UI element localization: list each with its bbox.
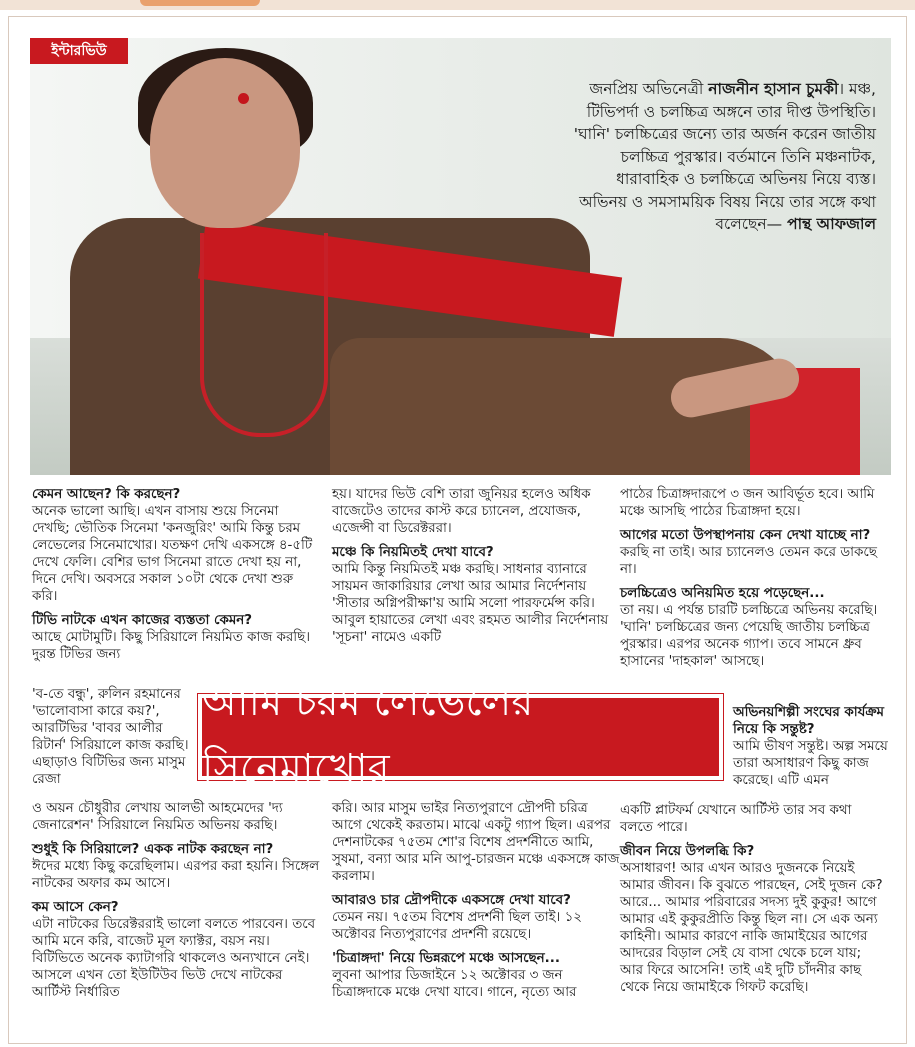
question: জীবন নিয়ে উপলব্ধি কি? [620, 844, 755, 859]
answer: করি। আর মাসুম ভাইর নিত্যপুরাণে দ্রৌপদী চরিত্র আগে থেকেই করতাম। মাঝে একটু গ্যাপ ছিল। এরপর দেশনাটকের ৭৫তম শো'র বিশেষ প্রদর্শনীতে আমি, সুষমা, বন্যা আর মনি আপু-চারজন মঞ্চে একসঙ্গে কাজ করলাম। [332, 801, 620, 884]
intro-line: চলচ্চিত্র পুরস্কার। বর্তমানে তিনি মঞ্চনাটক, [620, 147, 876, 166]
answer: ও অয়ন চৌধুরীর লেখায় আলভী আহমেদের 'দ্য জেনারেশন' সিরিয়ালে নিয়মিত অভিনয় করছি। [32, 801, 283, 833]
column-1-top [32, 486, 320, 663]
answer: অনেক ভালো আছি। এখন বাসায় শুয়ে সিনেমা দেখছি; ভৌতিক সিনেমা 'কনজুরিং' আমি কিন্তু চরম লেভেলের সিনেমাখোর। যতক্ষণ দেখি একসঙ্গে ৪-৫টি দেখে ফেলি। বেশির ভাগ সিনেমা রাতে দেখা হয় না, দিনে দেখি। অবসরে সকাল ১০টা থেকে দেখা শুরু করি। [32, 504, 313, 604]
question: চলচ্চিত্রেও অনিয়মিত হয়ে পড়েছেন... [620, 586, 825, 601]
answer: হয়। যাদের ভিউ বেশি তারা জুনিয়র হলেও অধিক বাজেটেও তাদের কাস্ট করে চ্যানেল, প্রযোজক, এজেন্সী বা ডিরেক্টররা। [332, 487, 591, 536]
column-1-middle [32, 686, 200, 788]
author-name: পান্থ আফজাল [787, 215, 876, 233]
intro-line: জনপ্রিয় অভিনেত্রী [589, 80, 709, 98]
answer: লুবনা আপার ডিজাইনে ১২ অক্টোবর ৩ জন চিত্রাঙ্গদাকে মঞ্চে দেখা যাবে। গানে, নৃত্যে আর [332, 968, 577, 1000]
column-1-bottom [32, 800, 320, 1001]
top-accent [140, 0, 260, 6]
actress-name: নাজনীন হাসান চুমকী [708, 80, 839, 98]
answer: পাঠের চিত্রাঙ্গদারূপে ৩ জন আবির্ভূত হবে। আমি মঞ্চে আসছি পাঠের চিত্রাঙ্গদা হয়ে। [620, 487, 875, 519]
question: কেমন আছেন? কি করছেন? [32, 487, 181, 502]
answer: একটি প্লাটফর্ম যেখানে আর্টিস্ট তার সব কথা বলতে পারে। [620, 803, 852, 835]
column-2-top [332, 486, 620, 646]
intro-line: বলেছেন— [715, 215, 788, 233]
intro-line: 'ঘানি' চলচ্চিত্রের জন্যে তার অর্জন করেন জাতীয় [573, 125, 876, 143]
column-3-bottom [620, 802, 888, 996]
answer: এটা নাটকের ডিরেক্টররাই ভালো বলতে পারবেন। তবে আমি মনে করি, বাজেট মূল ফ্যাক্টর, বয়স নয়। বিটিভিতে অনেক ক্যাটাগরি থাকলেও অন্যখানে নেই। আসলে এখন তো ইউটিউব ভিউ দেখে নাটকের আর্টিস্ট নির্ধারিত [32, 917, 316, 1000]
answer: অসাধারণ! আর এখন আরও দুজনকে নিয়েই আমার জীবন। কি বুঝতে পারছেন, সেই দুজন কে? আরে... আমার পরিবারের সদস্য দুই কুকুর! আগে আমার এই কুকুরপ্রীতি কিন্তু ছিল না। সে এক অন্য কাহিনী। আমার কারণে নাকি জামাইয়ের আগের আদরের বিড়াল সেই যে বাসা থেকে চলে যায়; আর ফিরে আসেনি! তাই এই দুটি চাঁদনীর কাছ থেকে নিয়ে জামাইকে গিফট করেছি। [620, 861, 883, 995]
headline-banner: আমি চরম লেভেলের সিনেমাখোর [198, 694, 723, 780]
intro-line: ধারাবাহিক ও চলচ্চিত্রে অভিনয় নিয়ে ব্যস্ত। [616, 170, 876, 188]
question: শুধুই কি সিরিয়ালে? একক নাটক করছেন না? [32, 842, 274, 857]
intro-text [440, 78, 876, 236]
top-strip [0, 0, 915, 10]
bindi-dot [238, 93, 249, 104]
column-3-middle [733, 704, 889, 789]
answer: তা নয়। এ পর্যন্ত চারটি চলচ্চিত্রে অভিনয় করেছি। 'ঘানি' চলচ্চিত্রের জন্য পেয়েছি জাতীয় চলচ্চিত্র পুরস্কার। এরপর অনেক গ্যাপ। তবে সামনে ধ্রুব হাসানের 'দাহকাল' আসছে। [620, 603, 878, 669]
question: আবারও চার দ্রৌপদীকে একসঙ্গে দেখা যাবে? [332, 893, 571, 908]
question: আগের মতো উপস্থাপনায় কেন দেখা যাচ্ছে না? [620, 528, 871, 543]
intro-line: টিভিপর্দা ও চলচ্চিত্র অঙ্গনে তার দীপ্ত উপস্থিতি। [586, 102, 876, 121]
answer: 'ব-তে বন্ধু', রুলিন রহমানের 'ভালোবাসা কারে কয়?', আরটিভির 'বাবর আলীর রিটার্ন' সিরিয়ালে কাজ করছি। এছাড়াও বিটিভির জন্য মাসুম রেজা [32, 687, 189, 787]
question: টিভি নাটকে এখন কাজের ব্যস্ততা কেমন? [32, 613, 253, 628]
answer: আমি ভীষণ সন্তুষ্ট। অল্প সময়ে তারা অসাধারণ কিছু কাজ করেছে। এটি এমন [733, 739, 888, 788]
face-shape [150, 58, 300, 228]
section-tag: ইন্টারভিউ [30, 38, 128, 64]
question: 'চিত্রাঙ্গদা' নিয়ে ভিন্নরূপে মঞ্চে আসছেন... [332, 951, 560, 966]
question: অভিনয়শিল্পী সংঘের কার্যক্রম নিয়ে কি সন্তুষ্ট? [733, 705, 884, 737]
question: কম আসে কেন? [32, 900, 119, 915]
column-3-top [620, 486, 888, 670]
answer: আছে মোটামুটি। কিছু সিরিয়ালে নিয়মিত কাজ করছি। দুরন্ত টিভির জন্য [32, 630, 310, 662]
question: মঞ্চে কি নিয়মিতই দেখা যাবে? [332, 545, 494, 560]
intro-line: । মঞ্চ, [838, 80, 876, 98]
column-2-bottom [332, 800, 620, 1001]
answer: ঈদের মধ্যে কিছু করেছিলাম। এরপর করা হয়নি। সিঙ্গেল নাটকের অফার কম আসে। [32, 859, 320, 891]
answer: আমি কিন্তু নিয়মিতই মঞ্চ করছি। সাধনার ব্যানারে সায়মন জাকারিয়ার লেখা আর আমার নির্দেশনায় 'সীতার অগ্নিপরীক্ষা'য় আমি সলো পারফর্মেন্স করি। আবুল হায়াতের লেখা এবং রহমত আলীর নির্দেশনায় 'সূচনা' নামেও একটি [332, 562, 609, 645]
answer: তেমন নয়। ৭৫তম বিশেষ প্রদর্শনী ছিল তাই। ১২ অক্টোবর নিত্যপুরাণের প্রদর্শনী রয়েছে। [332, 910, 583, 942]
intro-line: অভিনয় ও সমসাময়িক বিষয় নিয়ে তার সঙ্গে কথা [579, 192, 876, 211]
necklace-shape [200, 233, 328, 437]
answer: করছি না তাই। আর চ্যানেলও তেমন করে ডাকছে না। [620, 545, 877, 577]
